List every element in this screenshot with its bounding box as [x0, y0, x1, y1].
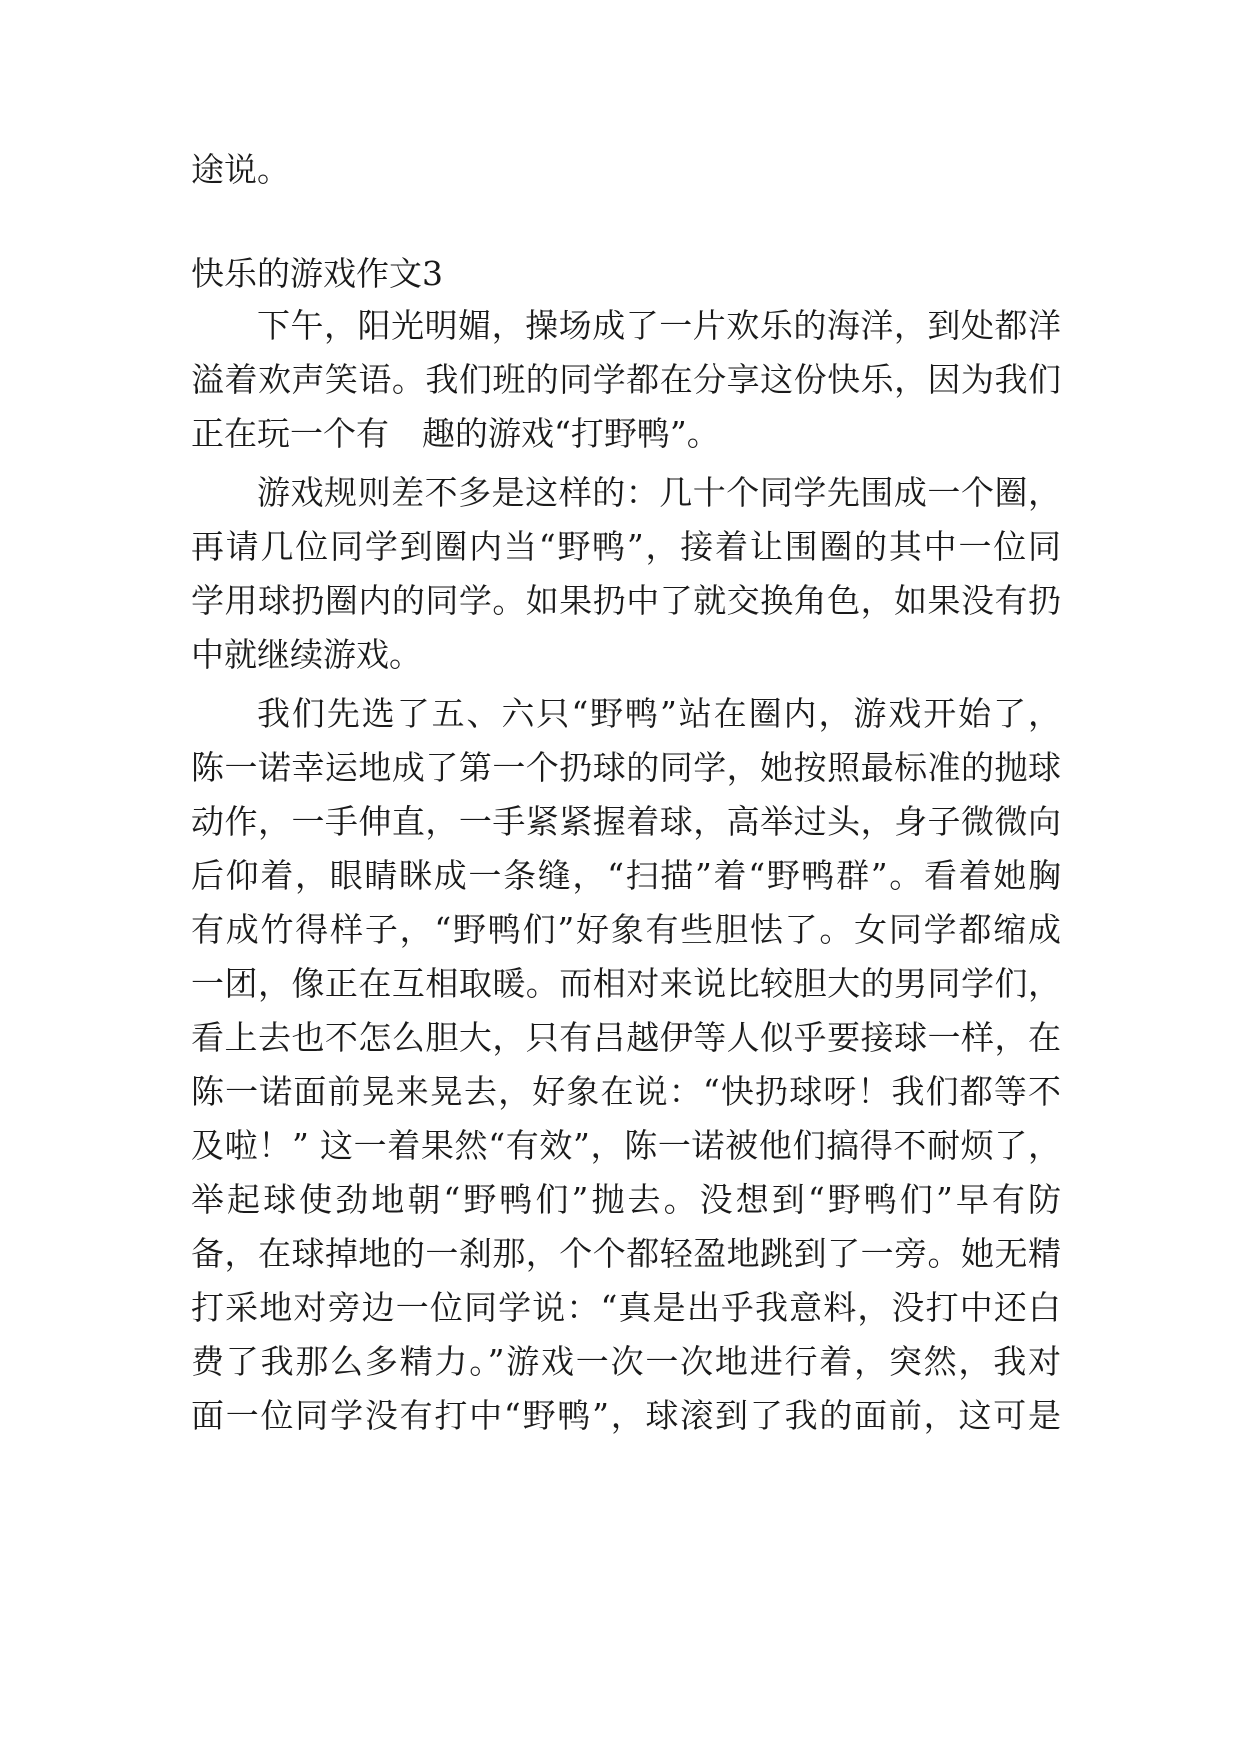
paragraph-3-line-9: 及啦！” 这一着果然“有效”，陈一诺被他们搞得不耐烦了， [191, 1126, 1061, 1165]
paragraph-2-line-2: 再请几位同学到圈内当“野鸭”，接着让围圈的其中一位同 [191, 527, 1061, 566]
paragraph-3-line-11: 备，在球掉地的一刹那，个个都轻盈地跳到了一旁。她无精 [191, 1234, 1061, 1273]
paragraph-3-line-2: 陈一诺幸运地成了第一个扔球的同学，她按照最标准的抛球 [191, 748, 1061, 787]
paragraph-1-line-1: 下午，阳光明媚，操场成了一片欢乐的海洋，到处都洋 [257, 306, 1061, 345]
essay-heading: 快乐的游戏作文3 [191, 254, 443, 293]
paragraph-3-line-3: 动作，一手伸直，一手紧紧握着球，高举过头，身子微微向 [191, 802, 1061, 841]
paragraph-3-line-7: 看上去也不怎么胆大，只有吕越伊等人似乎要接球一样，在 [191, 1018, 1061, 1057]
paragraph-3-line-12: 打采地对旁边一位同学说：“真是出乎我意料，没打中还白 [191, 1288, 1061, 1327]
paragraph-3-line-13: 费了我那么多精力。”游戏一次一次地进行着，突然，我对 [191, 1342, 1061, 1381]
paragraph-3-line-10: 举起球使劲地朝“野鸭们”抛去。没想到“野鸭们”早有防 [191, 1180, 1061, 1219]
paragraph-2-line-4: 中就继续游戏。 [191, 635, 422, 674]
paragraph-1-line-3: 正在玩一个有 趣的游戏“打野鸭”。 [191, 414, 720, 453]
paragraph-1-line-2: 溢着欢声笑语。我们班的同学都在分享这份快乐，因为我们 [191, 360, 1061, 399]
paragraph-2-line-1: 游戏规则差不多是这样的：几十个同学先围成一个圈， [257, 473, 1061, 512]
paragraph-3-line-4: 后仰着，眼睛眯成一条缝，“扫描”着“野鸭群”。看着她胸 [191, 856, 1061, 895]
paragraph-3-line-8: 陈一诺面前晃来晃去，好象在说：“快扔球呀！我们都等不 [191, 1072, 1061, 1111]
top-fragment-text: 途说。 [191, 150, 290, 189]
paragraph-3-line-1: 我们先选了五、六只“野鸭”站在圈内，游戏开始了， [257, 694, 1061, 733]
paragraph-3-line-5: 有成竹得样子，“野鸭们”好象有些胆怯了。女同学都缩成 [191, 910, 1061, 949]
paragraph-2-line-3: 学用球扔圈内的同学。如果扔中了就交换角色，如果没有扔 [191, 581, 1061, 620]
paragraph-3-line-14: 面一位同学没有打中“野鸭”，球滚到了我的面前，这可是 [191, 1396, 1061, 1435]
paragraph-3-line-6: 一团，像正在互相取暖。而相对来说比较胆大的男同学们， [191, 964, 1061, 1003]
